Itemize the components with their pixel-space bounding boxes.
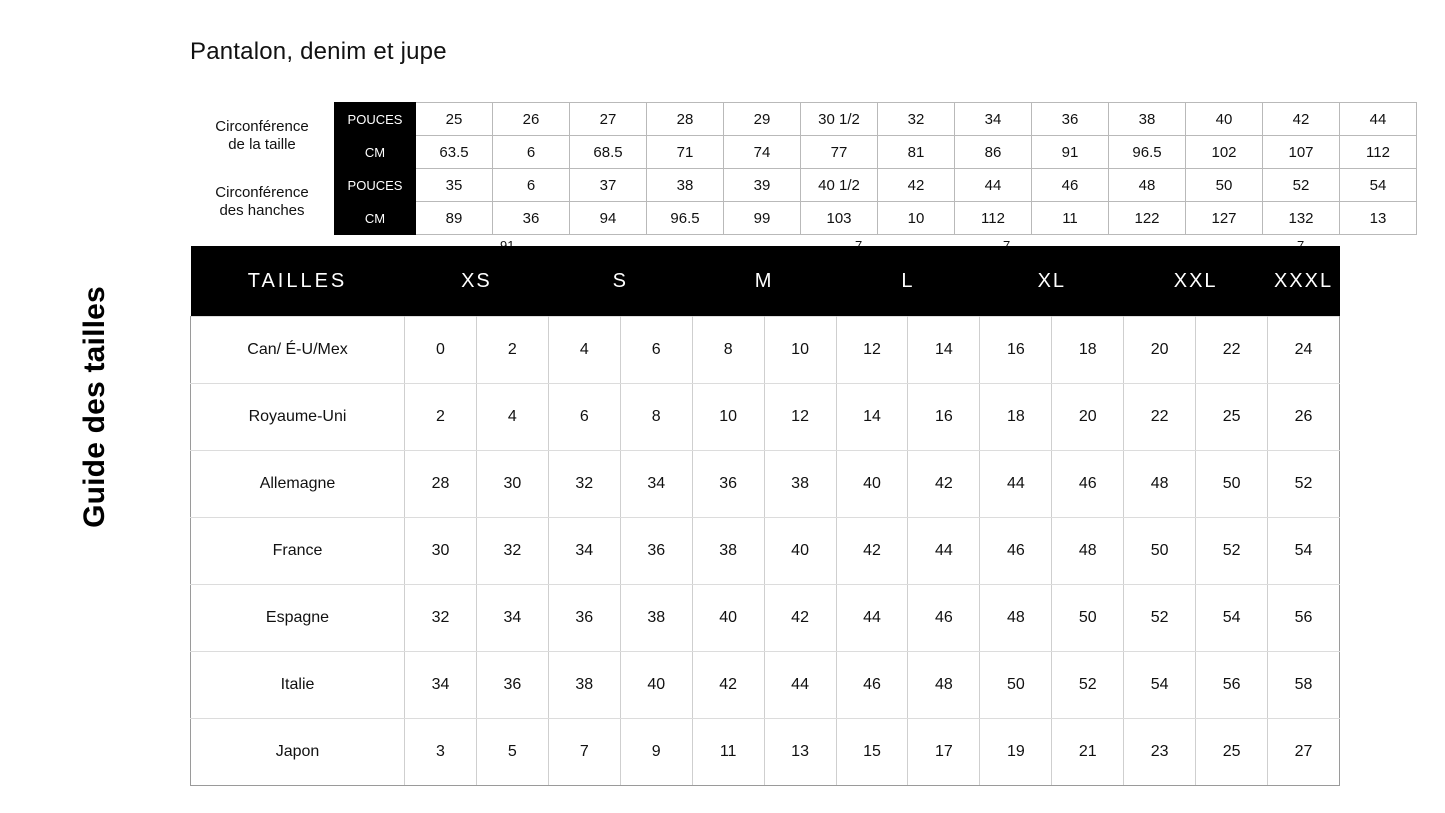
size-value: 52	[1052, 652, 1124, 719]
size-value: 36	[548, 585, 620, 652]
size-value: 28	[405, 451, 477, 518]
measurement-value: 112	[1340, 136, 1417, 169]
region-label: Italie	[191, 652, 405, 719]
measurement-value: 40	[1186, 103, 1263, 136]
measurement-value: 54	[1340, 169, 1417, 202]
measurement-value: 96.5	[647, 202, 724, 235]
size-value: 44	[908, 518, 980, 585]
size-guide-side-label	[0, 0, 190, 813]
size-value: 54	[1196, 585, 1268, 652]
measurement-row-label-waist	[190, 103, 335, 169]
table-row	[191, 384, 1340, 451]
size-value: 56	[1268, 585, 1340, 652]
size-value: 32	[405, 585, 477, 652]
size-value: 5	[476, 719, 548, 786]
measurement-value: 36	[493, 202, 570, 235]
measurement-value: 6	[493, 136, 570, 169]
measurement-value: 71	[647, 136, 724, 169]
size-value: 24	[1268, 317, 1340, 384]
table-row	[190, 202, 1417, 235]
table-row	[191, 317, 1340, 384]
table-row	[190, 169, 1417, 202]
size-value: 20	[1124, 317, 1196, 384]
sizes-header-label: TAILLES	[191, 246, 405, 317]
size-value: 10	[692, 384, 764, 451]
unit-cell-inches: POUCES	[335, 169, 416, 202]
size-value: 42	[764, 585, 836, 652]
size-value: 52	[1268, 451, 1340, 518]
size-value: 32	[476, 518, 548, 585]
size-value: 14	[836, 384, 908, 451]
unit-cell-cm: CM	[335, 136, 416, 169]
size-value: 36	[620, 518, 692, 585]
size-value: 38	[548, 652, 620, 719]
measurement-value: 30 1/2	[801, 103, 878, 136]
size-value: 38	[764, 451, 836, 518]
table-row	[191, 518, 1340, 585]
sizes-table-wrapper	[190, 246, 1340, 786]
size-value: 44	[836, 585, 908, 652]
size-value: 36	[476, 652, 548, 719]
measurement-value: 112	[955, 202, 1032, 235]
size-value: 40	[836, 451, 908, 518]
size-group-s: S	[548, 246, 692, 317]
measurement-value: 38	[647, 169, 724, 202]
size-value: 8	[692, 317, 764, 384]
table-row	[191, 451, 1340, 518]
measurement-value: 25	[416, 103, 493, 136]
size-value: 30	[476, 451, 548, 518]
size-value: 6	[548, 384, 620, 451]
size-value: 44	[980, 451, 1052, 518]
size-value: 22	[1124, 384, 1196, 451]
size-value: 21	[1052, 719, 1124, 786]
measurement-value: 37	[570, 169, 647, 202]
measurement-value: 44	[955, 169, 1032, 202]
measurement-value: 10	[878, 202, 955, 235]
measurement-value: 127	[1186, 202, 1263, 235]
measurement-value: 132	[1263, 202, 1340, 235]
size-value: 50	[980, 652, 1052, 719]
size-value: 46	[836, 652, 908, 719]
measurement-value: 26	[493, 103, 570, 136]
size-value: 50	[1196, 451, 1268, 518]
size-value: 50	[1052, 585, 1124, 652]
size-value: 10	[764, 317, 836, 384]
measurements-table	[190, 102, 1417, 235]
size-value: 0	[405, 317, 477, 384]
size-value: 14	[908, 317, 980, 384]
size-value: 48	[1124, 451, 1196, 518]
size-value: 48	[1052, 518, 1124, 585]
measurement-value: 27	[570, 103, 647, 136]
size-group-xs: XS	[405, 246, 549, 317]
measurement-value: 89	[416, 202, 493, 235]
measurement-row-label-waist-line1: Circonférence	[215, 118, 309, 136]
size-value: 12	[764, 384, 836, 451]
size-value: 6	[620, 317, 692, 384]
size-value: 34	[476, 585, 548, 652]
table-row	[190, 136, 1417, 169]
measurement-row-label-hips-line2: des hanches	[219, 201, 305, 219]
measurement-value: 35	[416, 169, 493, 202]
measurement-value: 44	[1340, 103, 1417, 136]
size-value: 46	[1052, 451, 1124, 518]
size-value: 46	[908, 585, 980, 652]
size-value: 11	[692, 719, 764, 786]
size-value: 23	[1124, 719, 1196, 786]
measurement-value: 86	[955, 136, 1032, 169]
size-value: 34	[405, 652, 477, 719]
size-value: 26	[1268, 384, 1340, 451]
size-group-l: L	[836, 246, 980, 317]
size-value: 42	[908, 451, 980, 518]
measurement-value: 81	[878, 136, 955, 169]
page-title: Pantalon, denim et jupe	[190, 38, 447, 65]
measurement-value: 94	[570, 202, 647, 235]
measurement-value: 122	[1109, 202, 1186, 235]
size-value: 30	[405, 518, 477, 585]
measurement-value: 36	[1032, 103, 1109, 136]
region-label: France	[191, 518, 405, 585]
table-row	[190, 103, 1417, 136]
size-value: 20	[1052, 384, 1124, 451]
table-row	[191, 652, 1340, 719]
sizes-table-body	[191, 317, 1340, 786]
size-value: 42	[692, 652, 764, 719]
size-value: 25	[1196, 719, 1268, 786]
size-value: 9	[620, 719, 692, 786]
measurement-value: 6	[493, 169, 570, 202]
measurement-row-label-hips	[190, 169, 335, 235]
size-value: 3	[405, 719, 477, 786]
sizes-table-head	[191, 246, 1340, 317]
size-value: 54	[1268, 518, 1340, 585]
size-guide-content	[190, 0, 1390, 813]
size-value: 48	[980, 585, 1052, 652]
size-value: 38	[620, 585, 692, 652]
table-row	[191, 719, 1340, 786]
size-value: 17	[908, 719, 980, 786]
sizes-header-row	[191, 246, 1340, 317]
measurements-table-body	[190, 103, 1417, 235]
size-value: 54	[1124, 652, 1196, 719]
size-value: 19	[980, 719, 1052, 786]
size-value: 2	[476, 317, 548, 384]
measurement-value: 63.5	[416, 136, 493, 169]
size-value: 7	[548, 719, 620, 786]
measurement-value: 29	[724, 103, 801, 136]
size-value: 44	[764, 652, 836, 719]
measurement-value: 42	[878, 169, 955, 202]
size-value: 56	[1196, 652, 1268, 719]
measurement-value: 77	[801, 136, 878, 169]
measurement-row-label-hips-line1: Circonférence	[215, 184, 309, 202]
measurement-value: 50	[1186, 169, 1263, 202]
size-group-m: M	[692, 246, 836, 317]
region-label: Espagne	[191, 585, 405, 652]
measurement-value: 38	[1109, 103, 1186, 136]
size-value: 16	[908, 384, 980, 451]
size-value: 40	[692, 585, 764, 652]
sizes-table	[190, 246, 1340, 786]
measurement-value: 46	[1032, 169, 1109, 202]
measurement-value: 103	[801, 202, 878, 235]
measurement-value: 42	[1263, 103, 1340, 136]
measurement-value: 91	[1032, 136, 1109, 169]
size-value: 16	[980, 317, 1052, 384]
size-guide-side-label-text: Guide des tailles	[78, 285, 111, 528]
measurement-value: 39	[724, 169, 801, 202]
size-value: 48	[908, 652, 980, 719]
size-value: 52	[1124, 585, 1196, 652]
measurement-value: 102	[1186, 136, 1263, 169]
unit-cell-inches: POUCES	[335, 103, 416, 136]
measurement-value: 68.5	[570, 136, 647, 169]
size-value: 52	[1196, 518, 1268, 585]
region-label: Can/ É-U/Mex	[191, 317, 405, 384]
size-value: 58	[1268, 652, 1340, 719]
size-value: 25	[1196, 384, 1268, 451]
size-value: 50	[1124, 518, 1196, 585]
size-value: 38	[692, 518, 764, 585]
measurement-value: 13	[1340, 202, 1417, 235]
region-label: Japon	[191, 719, 405, 786]
size-value: 34	[620, 451, 692, 518]
size-value: 18	[980, 384, 1052, 451]
measurement-value: 48	[1109, 169, 1186, 202]
size-value: 42	[836, 518, 908, 585]
size-value: 34	[548, 518, 620, 585]
size-value: 15	[836, 719, 908, 786]
size-value: 18	[1052, 317, 1124, 384]
size-value: 32	[548, 451, 620, 518]
size-value: 27	[1268, 719, 1340, 786]
size-group-xxxl: XXXL	[1268, 246, 1340, 317]
size-value: 4	[476, 384, 548, 451]
measurement-value: 99	[724, 202, 801, 235]
measurement-value: 107	[1263, 136, 1340, 169]
size-group-xxl: XXL	[1124, 246, 1268, 317]
measurement-value: 96.5	[1109, 136, 1186, 169]
size-value: 22	[1196, 317, 1268, 384]
measurement-value: 11	[1032, 202, 1109, 235]
measurement-value: 40 1/2	[801, 169, 878, 202]
measurement-value: 34	[955, 103, 1032, 136]
size-value: 46	[980, 518, 1052, 585]
size-value: 40	[764, 518, 836, 585]
size-value: 40	[620, 652, 692, 719]
measurement-value: 32	[878, 103, 955, 136]
size-value: 8	[620, 384, 692, 451]
measurement-value: 74	[724, 136, 801, 169]
measurement-value: 28	[647, 103, 724, 136]
table-row	[191, 585, 1340, 652]
size-value: 13	[764, 719, 836, 786]
region-label: Royaume-Uni	[191, 384, 405, 451]
measurement-value: 52	[1263, 169, 1340, 202]
unit-cell-cm: CM	[335, 202, 416, 235]
size-value: 12	[836, 317, 908, 384]
region-label: Allemagne	[191, 451, 405, 518]
size-value: 2	[405, 384, 477, 451]
size-value: 4	[548, 317, 620, 384]
size-value: 36	[692, 451, 764, 518]
size-group-xl: XL	[980, 246, 1124, 317]
measurement-row-label-waist-line2: de la taille	[228, 135, 296, 153]
